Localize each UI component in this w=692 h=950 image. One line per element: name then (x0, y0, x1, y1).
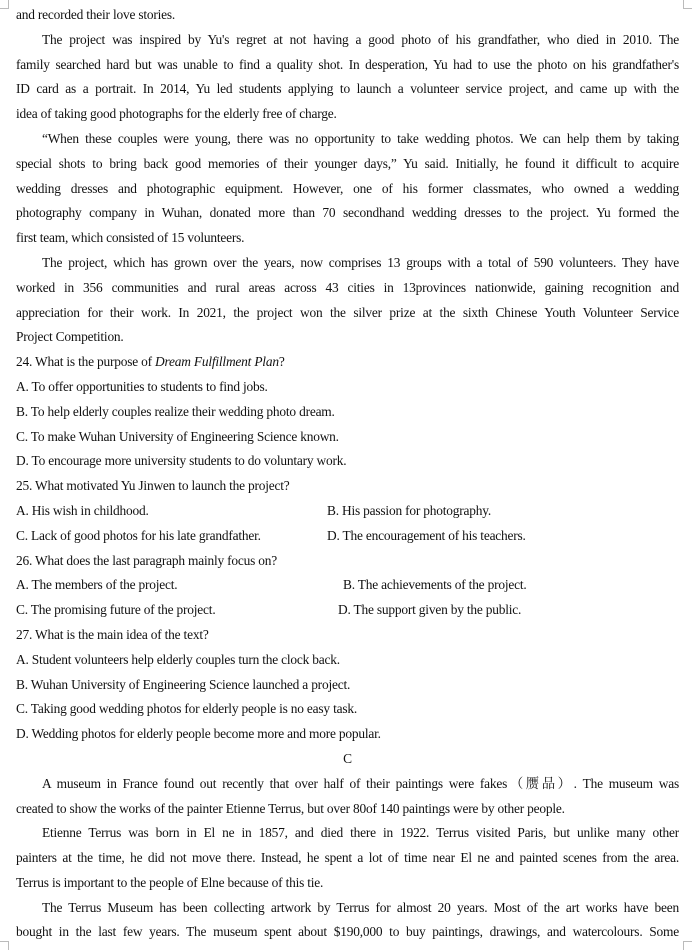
answer-option: B. The achievements of the project. (343, 577, 527, 593)
passage-line: first team, which consisted of 15 volunteers. (16, 230, 245, 246)
answer-option: D. The support given by the public. (338, 602, 522, 618)
answer-option: C. The promising future of the project. (16, 602, 216, 618)
crop-mark (0, 0, 9, 9)
answer-option: B. Wuhan University of Engineering Science launched a project. (16, 676, 351, 692)
question-stem (16, 549, 679, 574)
answer-row (16, 524, 679, 549)
answer-row (16, 598, 679, 623)
passage-line: A museum in France found out recently that over half of their paintings were fakes（赝品）. The museum was (42, 775, 679, 791)
answer-option: C. Taking good wedding photos for elderly people is no easy task. (16, 701, 357, 717)
answer-option: A. Student volunteers help elderly couples turn the clock back. (16, 651, 340, 667)
answer-option: C. Lack of good photos for his late grandfather. (16, 527, 261, 543)
passage-line: ID card as a portrait. In 2014, Yu led students applying to launch a volunteer service project, and came up with the (16, 81, 679, 97)
answer-option: C. To make Wuhan University of Engineering Science known. (16, 428, 339, 444)
answer-option: A. His wish in childhood. (16, 502, 149, 518)
answer-option: B. To help elderly couples realize their wedding photo dream. (16, 403, 335, 419)
passage-line: idea of taking good photographs for the elderly free of charge. (16, 106, 337, 122)
question-stem (16, 623, 679, 648)
question-stem (16, 474, 679, 499)
answer-option: D. The encouragement of his teachers. (327, 527, 526, 543)
answer-option: B. His passion for photography. (327, 502, 492, 518)
answer-option: A. To offer opportunities to students to find jobs. (16, 378, 268, 394)
passage-line: The Terrus Museum has been collecting artwork by Terrus for almost 20 years. Most of the art works have been (42, 899, 679, 915)
document-page (16, 3, 679, 945)
crop-mark (683, 941, 692, 950)
passage-line: wedding dresses and photographic equipment. However, one of his former classmates, who owned a wedding (16, 180, 679, 196)
passage-line: special shots to bring back good memories of their younger days,” Yu said. Initially, he found it difficult to acquire (16, 155, 679, 171)
passage-line: bought in the last few years. The museum spent about $190,000 to buy paintings, drawings, and watercolours. Some (16, 924, 679, 940)
passage-line: family searched hard but was unable to find a quality shot. In desperation, Yu had to use the photo on his grandfather's (16, 56, 679, 72)
passage-line: Terrus is important to the people of Elne because of this tie. (16, 874, 324, 890)
passage-line: The project was inspired by Yu's regret at not having a good photo of his grandfather, who died in 2010. The (42, 31, 679, 47)
passage-line: painters at the time, he did not move there. Instead, he spent a lot of time near El ne and painted scenes from the area. (16, 850, 679, 866)
answer-option: A. The members of the project. (16, 577, 178, 593)
crop-mark (0, 941, 9, 950)
answer-row (16, 573, 679, 598)
question-text: 27. What is the main idea of the text? (16, 626, 209, 642)
crop-mark (683, 0, 692, 9)
passage-line: worked in 356 communities and rural areas across 43 cities in 13provinces nationwide, gaining recognition and (16, 279, 679, 295)
answer-row (16, 499, 679, 524)
question-text: 26. What does the last paragraph mainly focus on? (16, 552, 278, 568)
question-title-italic: Dream Fulfillment Plan (155, 354, 279, 370)
passage-line: Project Competition. (16, 329, 124, 345)
passage-line: created to show the works of the painter Etienne Terrus, but over 80of 140 paintings were by other people. (16, 800, 565, 816)
question-text: 25. What motivated Yu Jinwen to launch the project? (16, 478, 290, 494)
answer-option: D. To encourage more university students to do voluntary work. (16, 453, 347, 469)
passage-line: The project, which has grown over the years, now comprises 13 groups with a total of 590 volunteers. They have (42, 254, 679, 270)
passage-line: “When these couples were young, there was no opportunity to take wedding photos. We can help them by taking (42, 130, 679, 146)
passage-line: appreciation for their work. In 2021, the project won the silver prize at the sixth Chinese Youth Volunteer Service (16, 304, 679, 320)
question-text-suffix: ? (278, 354, 285, 370)
question-stem (16, 350, 679, 375)
passage-line: and recorded their love stories. (16, 7, 176, 22)
answer-option: D. Wedding photos for elderly people become more and more popular. (16, 726, 381, 742)
passage-line: photography company in Wuhan, donated more than 70 secondhand wedding dresses to the project. Yu formed the (16, 205, 679, 221)
passage-line: Etienne Terrus was born in El ne in 1857, and died there in 1922. Terrus visited Paris, but unlike many other (42, 825, 679, 841)
question-text: 24. What is the purpose of (16, 354, 156, 370)
section-heading: C (343, 750, 352, 766)
